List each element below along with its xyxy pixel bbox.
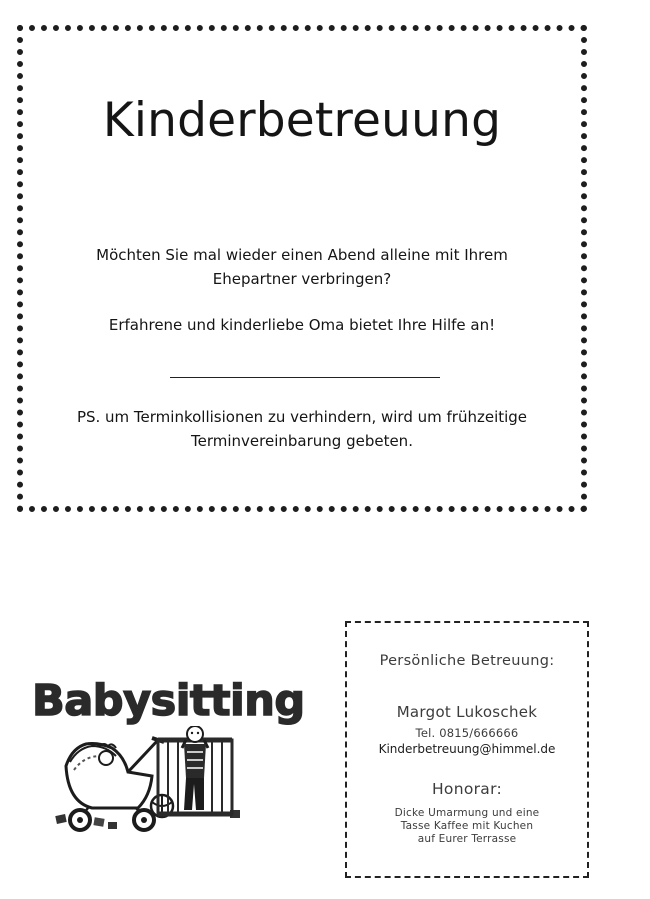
- flyer-title: Kinderbetreuung: [102, 93, 502, 148]
- logo-wordmark: Babysitting: [32, 676, 305, 726]
- contact-phone: Tel. 0815/666666: [415, 726, 519, 740]
- baby-carriage-and-playpen-icon: [28, 726, 268, 834]
- intro-text: Möchten Sie mal wieder einen Abend alleine mit Ihrem Ehepartner verbringen?: [96, 246, 508, 288]
- babysitting-logo: [28, 676, 328, 836]
- flyer-box: [17, 25, 587, 512]
- offer-text: Erfahrene und kinderliebe Oma bietet Ihre Hilfe an!: [108, 316, 496, 334]
- contact-box: [345, 621, 589, 878]
- contact-heading: Persönliche Betreuung:: [379, 653, 555, 669]
- note-text: PS. um Terminkollisionen zu verhindern, wird um frühzeitige Terminvereinbarung gebeten.: [76, 408, 528, 450]
- fee-text: Dicke Umarmung und eine Tasse Kaffee mit Kuchen auf Eurer Terrasse: [394, 807, 540, 845]
- separator-line: [170, 377, 440, 378]
- fee-heading: Honorar:: [431, 780, 503, 798]
- contact-name: Margot Lukoschek: [396, 703, 538, 721]
- contact-email: Kinderbetreuung@himmel.de: [378, 742, 556, 756]
